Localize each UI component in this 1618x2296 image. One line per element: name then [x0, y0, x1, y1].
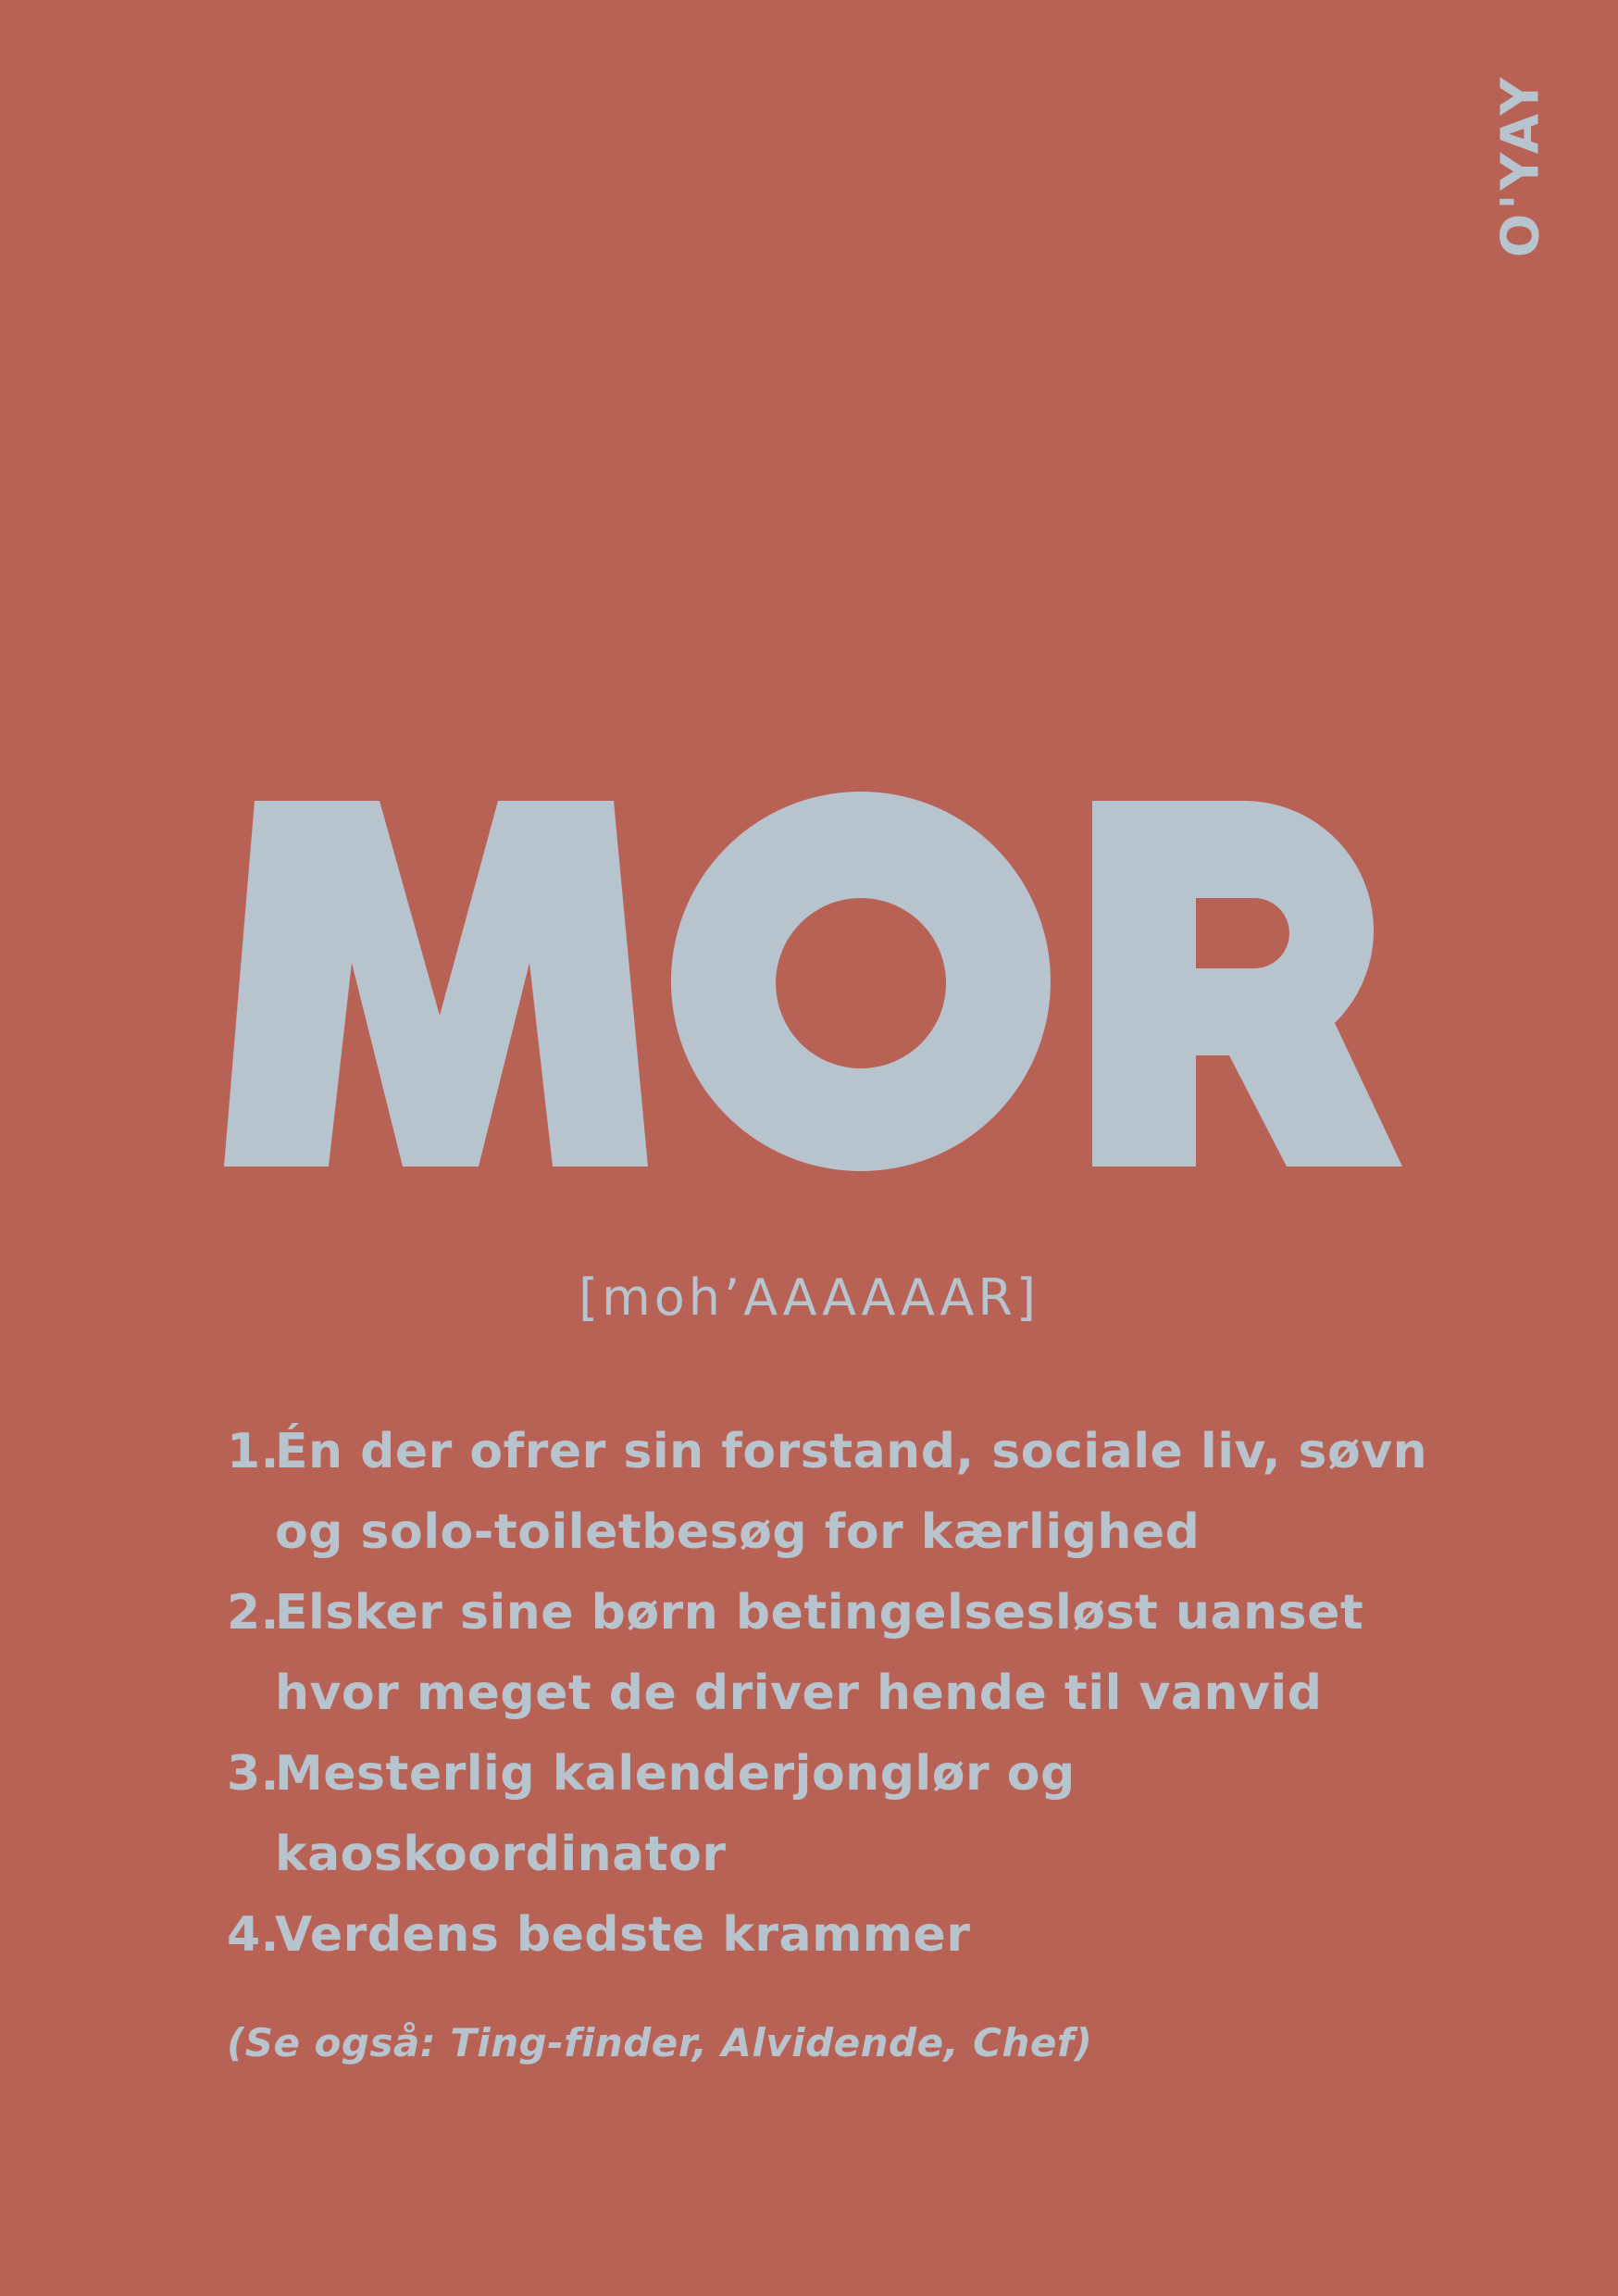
definition-item	[227, 1412, 1430, 1573]
brand-logo-text: O'YAY	[1490, 73, 1551, 258]
definition-item	[227, 1895, 1430, 1976]
definition-text: Én der ofrer sin forstand, sociale liv, søvn og solo-toiletbesøg for kærlighed	[275, 1424, 1428, 1560]
definition-number: 4.	[227, 1907, 280, 1963]
title-letter-m	[224, 801, 648, 1167]
brand-logo	[1479, 73, 1562, 258]
definition-number: 3.	[227, 1746, 280, 1802]
definition-number: 2.	[227, 1585, 280, 1641]
title-word-graphic	[213, 787, 1407, 1185]
definition-item	[227, 1573, 1430, 1734]
definition-list	[227, 1412, 1430, 1976]
definition-text: Elsker sine børn betingelsesløst uanset hvor meget de driver hende til vanvid	[275, 1585, 1364, 1721]
definition-text: Verdens bedste krammer	[275, 1907, 971, 1963]
definition-number: 1.	[227, 1424, 280, 1479]
definition-item	[227, 1734, 1430, 1895]
title-word	[213, 787, 1407, 1185]
definition-text: Mesterlig kalenderjonglør og kaoskoordinator	[275, 1746, 1076, 1882]
title-letter-r	[1092, 801, 1402, 1167]
title-letter-o	[671, 792, 1051, 1171]
pronunciation: [moh’AAAAAAR]	[579, 1268, 1039, 1327]
see-also-note: (Se også: Ting-finder, Alvidende, Chef)	[227, 2020, 1093, 2065]
